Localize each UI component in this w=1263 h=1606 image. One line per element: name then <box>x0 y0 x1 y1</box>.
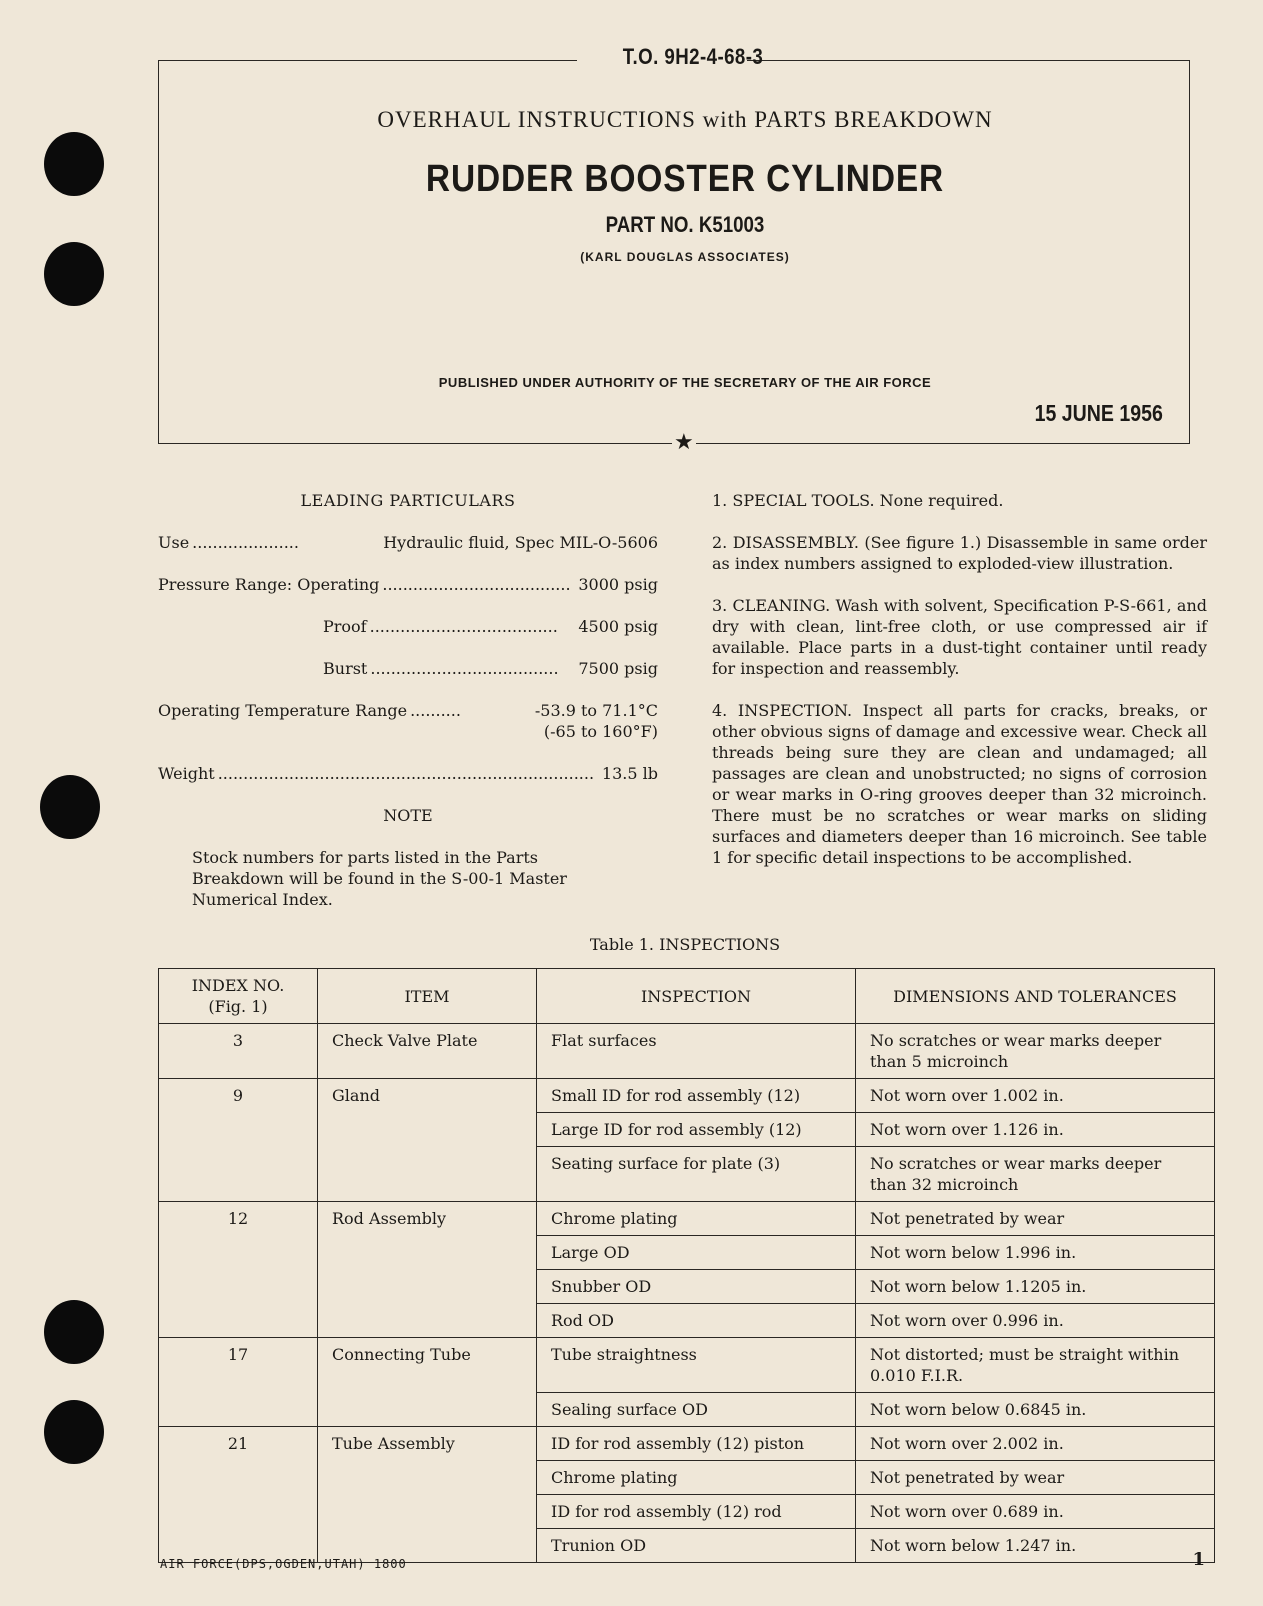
cell-index: 9 <box>159 1079 318 1202</box>
leader-dots: ..................... <box>192 533 299 552</box>
cell-dimensions: Not worn over 1.126 in. <box>856 1113 1215 1147</box>
cell-dimensions: Not distorted; must be straight within 0.010 F.I.R. <box>856 1338 1215 1393</box>
cell-inspection: Snubber OD <box>537 1270 856 1304</box>
leading-particulars <box>158 490 658 910</box>
table-row <box>159 1427 1215 1461</box>
cell-inspection: ID for rod assembly (12) rod <box>537 1495 856 1529</box>
lp-temp-label: Operating Temperature Range <box>158 701 408 720</box>
cell-inspection: Large OD <box>537 1236 856 1270</box>
cell-item: Check Valve Plate <box>318 1024 537 1079</box>
cell-item: Tube Assembly <box>318 1427 537 1563</box>
lp-burst-row <box>158 658 658 679</box>
cell-inspection: Sealing surface OD <box>537 1393 856 1427</box>
lp-pressure-value: 3000 psig <box>578 575 658 594</box>
cell-dimensions: Not worn below 1.1205 in. <box>856 1270 1215 1304</box>
cell-inspection: Seating surface for plate (3) <box>537 1147 856 1202</box>
cell-dimensions: No scratches or wear marks deeper than 32 microinch <box>856 1147 1215 1202</box>
note-text: Stock numbers for parts listed in the Parts Breakdown will be found in the S-00-1 Master Numerical Index. <box>192 848 567 909</box>
col-header-index: INDEX NO. (Fig. 1) <box>159 969 318 1024</box>
section-inspection: 4. INSPECTION. Inspect all parts for cracks, breaks, or other obvious signs of damage and excessive wear. Check all threads being sure they are clean and undamaged; all passages are clean and unobstructed; no signs of corrosion or wear marks in O-ring grooves deeper than 32 microinch. There must be no scratches or wear marks on sliding surfaces and diameters deeper than 16 microinch. See table 1 for specific detail inspections to be accomplished. <box>712 701 1207 867</box>
leader-dots: ..................................... <box>369 617 558 636</box>
lp-pressure-label: Pressure Range: Operating <box>158 575 380 594</box>
lp-pressure-row <box>158 574 658 595</box>
lp-temp-value-f: (-65 to 160°F) <box>543 722 658 741</box>
lp-burst-label: Burst <box>323 659 368 678</box>
section-cleaning: 3. CLEANING. Wash with solvent, Specification P-S-661, and dry with clean, lint-free cloth, or use compressed air if available. Place parts in a dust-tight container until ready for inspection and reassembly. <box>712 596 1207 678</box>
printer-imprint: AIR FORCE(DPS,OGDEN,UTAH) 1800 <box>160 1557 407 1571</box>
cell-item: Rod Assembly <box>318 1202 537 1338</box>
cell-inspection: ID for rod assembly (12) piston <box>537 1427 856 1461</box>
cell-item: Connecting Tube <box>318 1338 537 1427</box>
lp-proof-label: Proof <box>323 617 367 636</box>
table-caption: Table 1. INSPECTIONS <box>589 935 781 954</box>
procedure-sections <box>712 490 1207 889</box>
binder-hole-3 <box>40 775 100 839</box>
cell-dimensions: Not worn over 2.002 in. <box>856 1427 1215 1461</box>
table-header-row <box>159 969 1215 1024</box>
cell-inspection: Small ID for rod assembly (12) <box>537 1079 856 1113</box>
part-number: PART NO. K51003 <box>605 212 765 237</box>
star-icon: ★ <box>674 429 694 454</box>
table-row <box>159 1202 1215 1236</box>
binder-hole-4 <box>44 1300 104 1364</box>
cell-inspection: Rod OD <box>537 1304 856 1338</box>
lp-proof-value: 4500 psig <box>578 617 658 636</box>
cell-inspection: Trunion OD <box>537 1529 856 1563</box>
cell-index: 3 <box>159 1024 318 1079</box>
cell-index: 17 <box>159 1338 318 1427</box>
col-header-inspection: INSPECTION <box>537 969 856 1024</box>
page-title: RUDDER BOOSTER CYLINDER <box>425 158 945 200</box>
leading-particulars-title: LEADING PARTICULARS <box>300 491 516 510</box>
leader-dots: ..................................... <box>370 659 559 678</box>
cell-index: 21 <box>159 1427 318 1563</box>
lp-burst-value: 7500 psig <box>578 659 658 678</box>
lp-proof-row <box>158 616 658 637</box>
cell-dimensions: Not penetrated by wear <box>856 1461 1215 1495</box>
lp-temp-value: -53.9 to 71.1°C <box>534 701 658 720</box>
cell-dimensions: Not worn below 1.247 in. <box>856 1529 1215 1563</box>
lp-use-value: Hydraulic fluid, Spec MIL-O-5606 <box>383 533 658 552</box>
leader-dots: .......................................................................... <box>217 764 595 783</box>
note-title: NOTE <box>383 806 433 825</box>
cell-dimensions: Not worn below 0.6845 in. <box>856 1393 1215 1427</box>
table-row <box>159 1338 1215 1393</box>
table-row <box>159 1024 1215 1079</box>
cell-dimensions: Not worn over 0.689 in. <box>856 1495 1215 1529</box>
cell-inspection: Chrome plating <box>537 1202 856 1236</box>
cell-index: 12 <box>159 1202 318 1338</box>
section-special-tools: 1. SPECIAL TOOLS. None required. <box>712 491 1004 510</box>
overhaul-heading: OVERHAUL INSTRUCTIONS with PARTS BREAKDOWN <box>377 107 993 132</box>
lp-weight-label: Weight <box>158 764 215 783</box>
col-header-dimensions: DIMENSIONS AND TOLERANCES <box>856 969 1215 1024</box>
cell-dimensions: Not penetrated by wear <box>856 1202 1215 1236</box>
section-disassembly: 2. DISASSEMBLY. (See figure 1.) Disassemble in same order as index numbers assigned to exploded-view illustration. <box>712 533 1207 573</box>
table-row <box>159 1079 1215 1113</box>
leader-dots: .......... <box>410 701 461 720</box>
leader-dots: ..................................... <box>382 575 571 594</box>
publication-date: 15 JUNE 1956 <box>1034 400 1163 426</box>
lp-use-label: Use <box>158 533 190 552</box>
lp-temp-row <box>158 700 658 721</box>
inspections-table <box>158 968 1215 1563</box>
technical-order-number: T.O. 9H2-4-68-3 <box>622 44 763 69</box>
cell-inspection: Large ID for rod assembly (12) <box>537 1113 856 1147</box>
cell-inspection: Tube straightness <box>537 1338 856 1393</box>
lp-weight-value: 13.5 lb <box>601 764 658 783</box>
cell-inspection: Chrome plating <box>537 1461 856 1495</box>
cell-inspection: Flat surfaces <box>537 1024 856 1079</box>
binder-hole-5 <box>44 1400 104 1464</box>
cell-dimensions: No scratches or wear marks deeper than 5 microinch <box>856 1024 1215 1079</box>
authority-line: PUBLISHED UNDER AUTHORITY OF THE SECRETARY OF THE AIR FORCE <box>438 375 932 390</box>
lp-use-row <box>158 532 658 553</box>
lp-weight-row <box>158 763 658 784</box>
col-header-item: ITEM <box>318 969 537 1024</box>
cell-dimensions: Not worn over 0.996 in. <box>856 1304 1215 1338</box>
cell-item: Gland <box>318 1079 537 1202</box>
manufacturer: (KARL DOUGLAS ASSOCIATES) <box>580 250 790 264</box>
cell-dimensions: Not worn below 1.996 in. <box>856 1236 1215 1270</box>
page-number: 1 <box>1192 1549 1205 1570</box>
cell-dimensions: Not worn over 1.002 in. <box>856 1079 1215 1113</box>
